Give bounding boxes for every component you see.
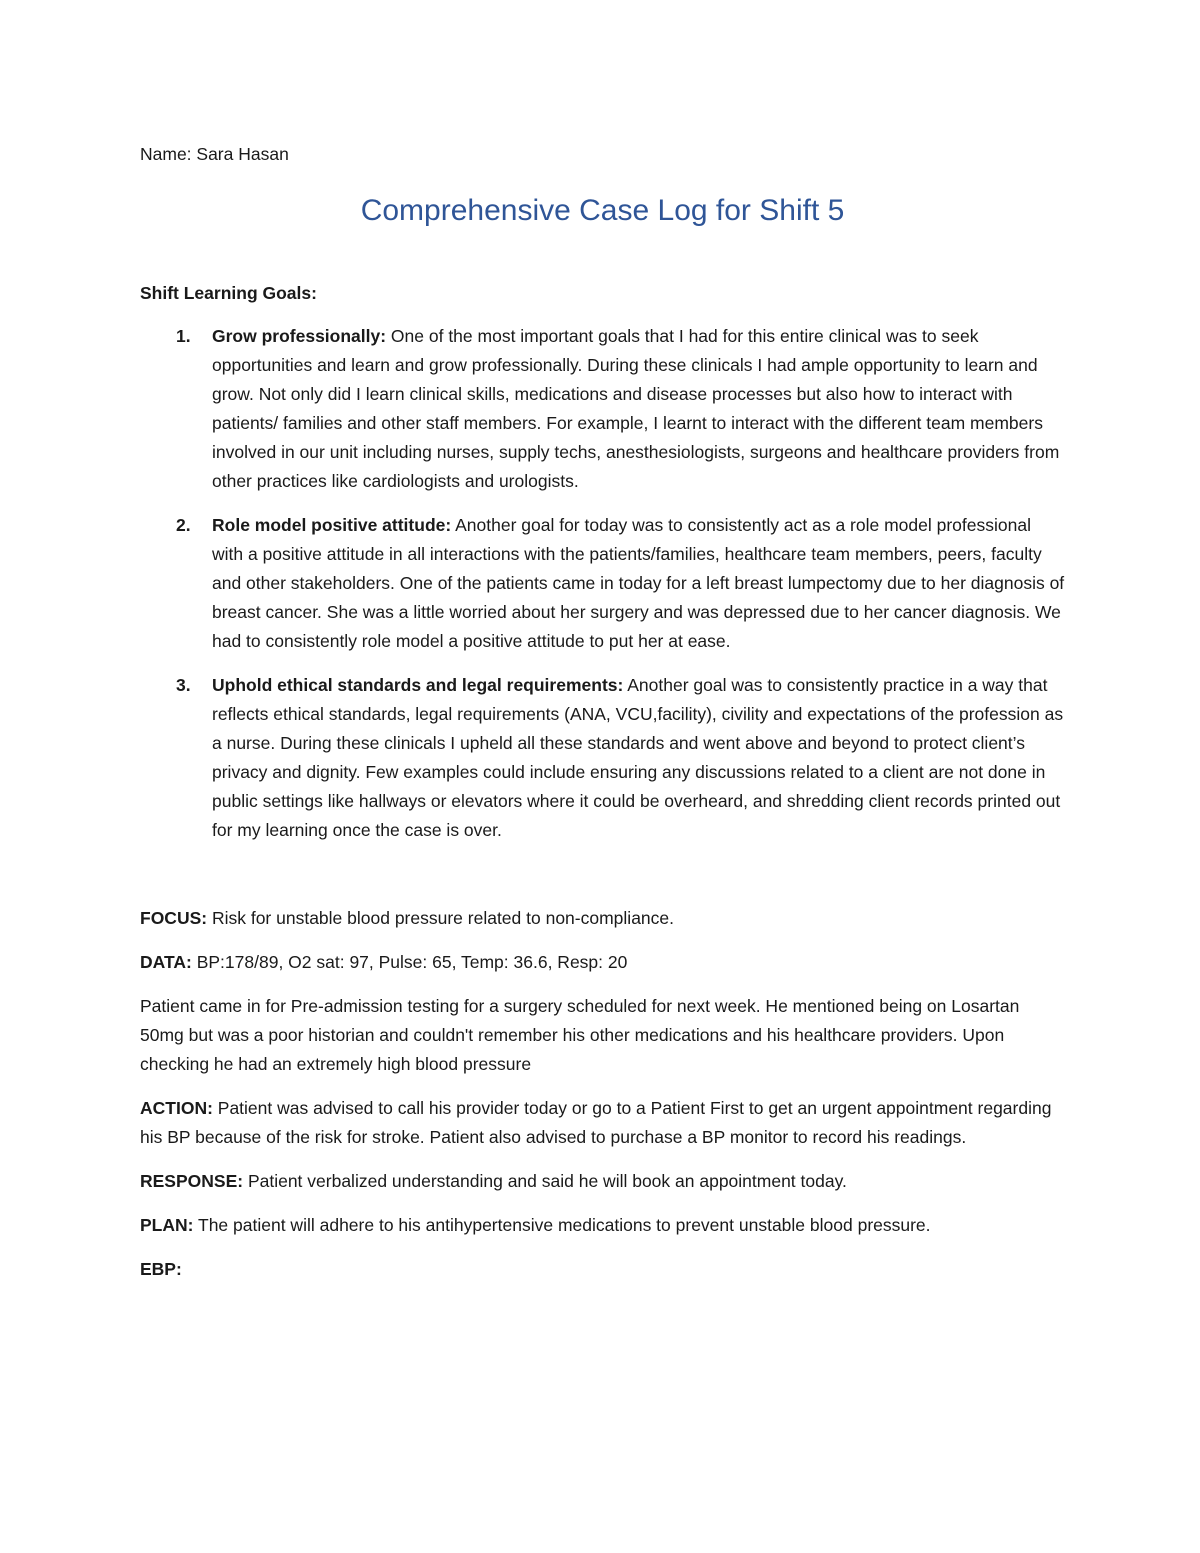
ebp-label: EBP:: [140, 1259, 182, 1279]
goal-text: Another goal was to consistently practice in a way that reflects ethical standards, legal requirements (ANA, VCU,facility), civility and expectations of the profession as a nurse. During these clinicals I upheld all these standards and went above and beyond to protect client’s privacy and dignity. Few examples could include ensuring any discussions related to a client are not done in public settings like hallways or elevators where it could be overheard, and shredding client records printed out for my learning once the case is over.: [212, 675, 1064, 840]
goal-label: Role model positive attitude:: [212, 515, 452, 535]
ebp-line: [140, 1255, 1065, 1284]
goal-label: Uphold ethical standards and legal requirements:: [212, 675, 624, 695]
action-label: ACTION:: [140, 1098, 213, 1118]
goal-item: [140, 511, 1065, 656]
goal-item: [140, 322, 1065, 496]
goal-label: Grow professionally:: [212, 326, 387, 346]
student-name: Name: Sara Hasan: [140, 144, 289, 164]
plan-label: PLAN:: [140, 1215, 194, 1235]
plan-text: The patient will adhere to his antihypertensive medications to prevent unstable blood pressure.: [193, 1215, 931, 1235]
response-text: Patient verbalized understanding and said he will book an appointment today.: [243, 1171, 847, 1191]
data-text: BP:178/89, O2 sat: 97, Pulse: 65, Temp: 36.6, Resp: 20: [191, 952, 628, 972]
goal-text: Another goal for today was to consistently act as a role model professional with a positive attitude in all interactions with the patients/families, healthcare team members, peers, faculty and other stakeholders. One of the patients came in today for a left breast lumpectomy due to her diagnosis of breast cancer. She was a little worried about her surgery and was depressed due to her cancer diagnosis. We had to consistently role model a positive attitude to put her at ease.: [212, 515, 1065, 651]
focus-label: FOCUS:: [140, 908, 208, 928]
data-label: DATA:: [140, 952, 192, 972]
goal-number: 3.: [176, 675, 191, 695]
document-page: [140, 140, 1065, 1299]
action-line: [140, 1094, 1065, 1152]
section-spacer: [140, 860, 1065, 904]
response-line: [140, 1167, 1065, 1196]
goal-text: One of the most important goals that I had for this entire clinical was to seek opportunities and learn and grow professionally. During these clinicals I had ample opportunity to learn and grow. Not only did I learn clinical skills, medications and disease processes but also how to interact with patients/ families and other staff members. For example, I learnt to interact with the different team members involved in our unit including nurses, supply techs, anesthesiologists, surgeons and healthcare providers from other practices like cardiologists and urologists.: [212, 326, 1060, 491]
document-title: Comprehensive Case Log for Shift 5: [360, 194, 845, 227]
focus-line: [140, 904, 1065, 933]
goals-heading: Shift Learning Goals:: [140, 283, 317, 303]
action-text: Patient was advised to call his provider today or go to a Patient First to get an urgent appointment regarding his BP because of the risk for stroke. Patient also advised to purchase a BP monitor to record his readings.: [140, 1098, 1052, 1147]
plan-line: [140, 1211, 1065, 1240]
data-paragraph: Patient came in for Pre-admission testing for a surgery scheduled for next week. He mentioned being on Losartan 50mg but was a poor historian and couldn't remember his other medications and his healthcare providers. Upon checking he had an extremely high blood pressure: [140, 996, 1020, 1074]
response-label: RESPONSE:: [140, 1171, 244, 1191]
goals-list: [140, 322, 1065, 845]
goal-number: 2.: [176, 515, 191, 535]
focus-text: Risk for unstable blood pressure related to non-compliance.: [207, 908, 674, 928]
goal-item: [140, 671, 1065, 845]
goal-number: 1.: [176, 326, 191, 346]
data-line: [140, 948, 1065, 977]
